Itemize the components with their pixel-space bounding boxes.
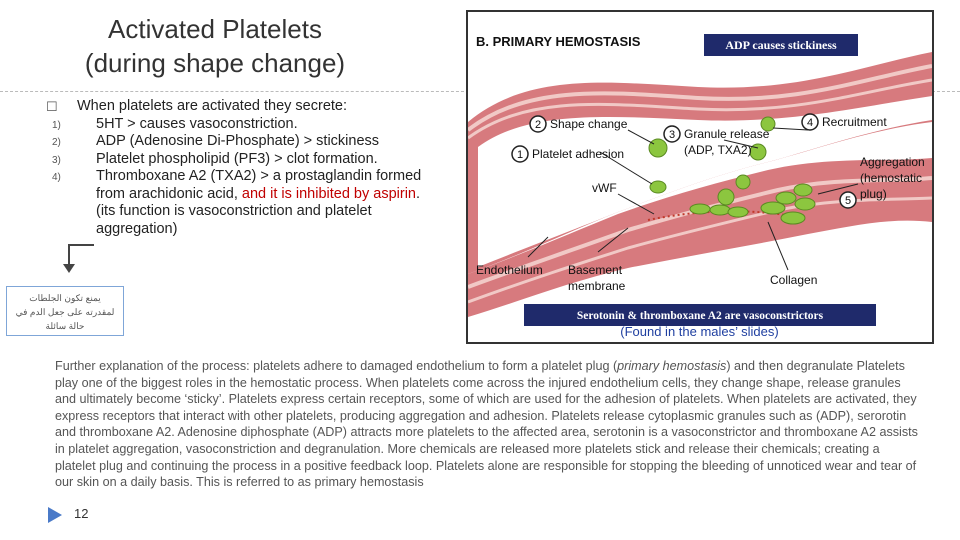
- list-item: [52, 151, 442, 169]
- label-vwf: vWF: [592, 181, 617, 195]
- label-shape-change: Shape change: [550, 117, 628, 131]
- list-number: 3): [52, 154, 61, 166]
- list-text: 5HT > causes vasoconstriction.: [96, 115, 298, 132]
- step-number: 4: [806, 117, 814, 129]
- hemostasis-illustration: [468, 12, 932, 342]
- label-recruitment: Recruitment: [822, 115, 887, 129]
- checkbox-bullet-icon: ☐: [46, 99, 58, 114]
- bottom-banner-text: Serotonin & thromboxane A2 are vasoconstrictors: [576, 310, 824, 322]
- hemostasis-figure: [466, 10, 934, 344]
- label-platelet-adhesion: Platelet adhesion: [532, 147, 625, 161]
- label-endothelium: Endothelium: [476, 263, 543, 277]
- arabic-note-box: [6, 286, 124, 336]
- triangle-arrow-icon: [48, 507, 62, 523]
- label-basement: Basement: [568, 263, 623, 277]
- bullet-list: [46, 98, 442, 238]
- step-number: 3: [668, 129, 676, 141]
- arabic-note-line: لمقدرته على جعل الدم في: [15, 307, 115, 317]
- list-item: [52, 116, 442, 134]
- title-line-2: (during shape change): [84, 48, 346, 78]
- explanation-paragraph: [55, 358, 920, 491]
- list-text-a: Thromboxane A2 (TXA2) > a prostaglandin formed from arachidonic acid,: [96, 168, 422, 202]
- paragraph-part: Further explanation of the process: platelets adhere to damaged endothelium to form a platelet plug (: [55, 359, 618, 373]
- step-number: 2: [534, 119, 542, 131]
- top-banner-text: ADP causes stickiness: [725, 38, 837, 52]
- page-number: 12: [74, 506, 89, 521]
- list-number: 4): [52, 172, 61, 183]
- title-line-1: Activated Platelets: [108, 14, 322, 44]
- connector-line: [68, 244, 94, 246]
- figure-heading: B. PRIMARY HEMOSTASIS: [476, 34, 641, 49]
- connector-line-vertical: [68, 244, 70, 266]
- label-aggregation-3: plug): [860, 187, 887, 201]
- arabic-note-line: يمنع تكون الجلطات: [29, 293, 101, 303]
- label-aggregation-2: (hemostatic: [860, 171, 923, 185]
- label-granule-release-2: (ADP, TXA2): [684, 143, 752, 157]
- arrow-down-icon: [63, 264, 75, 273]
- label-collagen: Collagen: [770, 273, 818, 287]
- step-number: 5: [844, 195, 852, 207]
- list-text-red: and it is inhibited by aspirin: [241, 185, 416, 202]
- label-granule-release: Granule release: [684, 127, 770, 141]
- list-number: 2): [52, 137, 61, 148]
- step-number: 1: [516, 149, 524, 161]
- list-text: Platelet phospholipid (PF3) > clot formation.: [96, 150, 378, 167]
- label-aggregation: Aggregation: [860, 155, 925, 169]
- slide-title: [40, 12, 390, 80]
- label-membrane: membrane: [568, 279, 626, 293]
- arabic-note-line: حالة سائلة: [45, 321, 85, 331]
- list-item: [52, 168, 442, 238]
- paragraph-italic: primary hemostasis: [617, 359, 727, 373]
- figure-caption: (Found in the males’ slides): [620, 324, 779, 339]
- list-number: 1): [52, 119, 61, 131]
- bullet-intro: [46, 98, 442, 116]
- list-text: ADP (Adenosine Di-Phosphate) > stickiness: [96, 133, 380, 149]
- paragraph-part: ) and then degranulate Platelets play one of the biggest roles in the hemostatic process. When platelets come across the injured endothelium cells, they change shape, release granules and ultimately become ‘sticky’. Platelets express certain receptors, some of which are used for the adhesion of platelets. When platelets are activated, they express receptors that interact with other platelets, producing aggregation and adhesion. Platelets release cytoplasmic granules such as (ADP), serorotin and thromboxane A2. Adenosine diphosphate (ADP) attracts more platelets to the affected area, serotonin is a vasoconstrictor and thromboxane A2 assists in platelet aggregation, vasoconstriction and degranulation. More chemicals are released more platelets stick and release their chemicals; creating a platelet plug and continuing the process in a positive feedback loop. Platelets alone are responsible for stopping the bleeding of unnoticed wear and tear of our skin on a daily basis. This is referred to as primary hemostasis: [55, 359, 918, 490]
- bullet-intro-text: When platelets are activated they secrete:: [77, 98, 348, 114]
- list-item: [52, 133, 442, 151]
- list-text-b: . (its function is vasoconstriction and platelet aggregation): [96, 185, 421, 237]
